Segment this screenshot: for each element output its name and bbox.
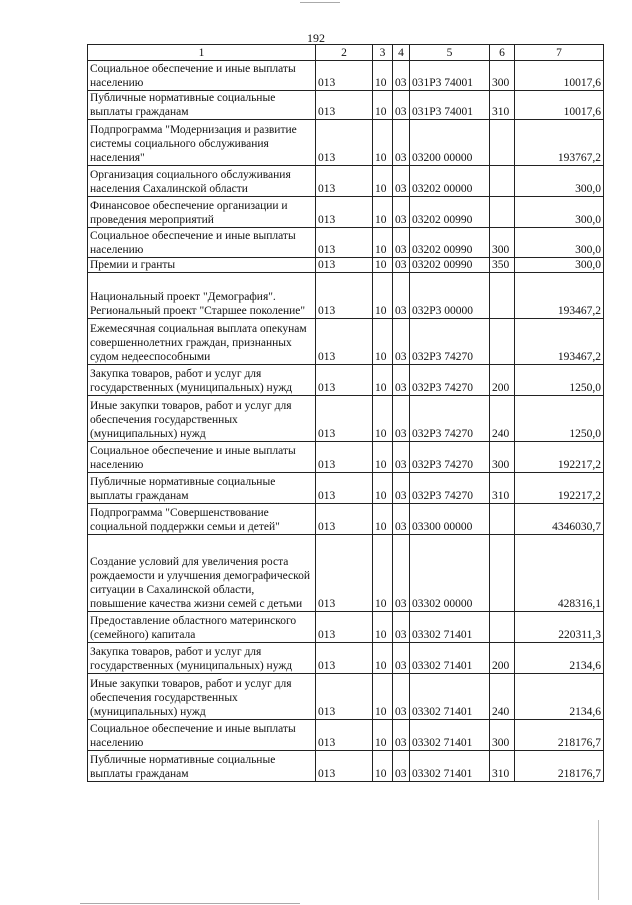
- row-grbs-cell: 013: [316, 612, 373, 643]
- row-grbs-cell: 013: [316, 535, 373, 612]
- row-target-article-cell: 03302 00000: [410, 535, 490, 612]
- row-target-article-cell: 032P3 74270: [410, 396, 490, 442]
- row-expense-type-cell: 310: [490, 473, 515, 504]
- row-expense-type-cell: 200: [490, 365, 515, 396]
- row-grbs-cell: 013: [316, 643, 373, 674]
- row-target-article-cell: 031P3 74001: [410, 91, 490, 120]
- row-amount-cell: 1250,0: [515, 365, 604, 396]
- row-name-cell: Публичные нормативные социальные выплаты гражданам: [88, 473, 316, 504]
- table-row: [88, 535, 604, 612]
- table-row: [88, 442, 604, 473]
- row-name-cell: Социальное обеспечение и иные выплаты населению: [88, 61, 316, 91]
- row-section-cell: 10: [373, 643, 393, 674]
- row-target-article-cell: 03302 71401: [410, 674, 490, 720]
- table-row: [88, 504, 604, 535]
- row-grbs-cell: 013: [316, 751, 373, 782]
- row-subsection-cell: 03: [393, 273, 410, 319]
- row-name-cell: Публичные нормативные социальные выплаты гражданам: [88, 91, 316, 120]
- table-row: [88, 228, 604, 258]
- row-section-cell: 10: [373, 273, 393, 319]
- row-grbs-cell: 013: [316, 120, 373, 166]
- row-expense-type-cell: [490, 504, 515, 535]
- row-subsection-cell: 03: [393, 535, 410, 612]
- row-section-cell: 10: [373, 228, 393, 258]
- row-name-cell: Закупка товаров, работ и услуг для государственных (муниципальных) нужд: [88, 643, 316, 674]
- scan-artifact-line: [300, 2, 340, 3]
- row-expense-type-cell: [490, 319, 515, 365]
- row-target-article-cell: 03302 71401: [410, 751, 490, 782]
- row-expense-type-cell: 240: [490, 396, 515, 442]
- row-name-cell: Социальное обеспечение и иные выплаты населению: [88, 228, 316, 258]
- table-row: [88, 365, 604, 396]
- table-row: [88, 120, 604, 166]
- row-target-article-cell: 03202 00990: [410, 197, 490, 228]
- row-amount-cell: 193767,2: [515, 120, 604, 166]
- row-amount-cell: 10017,6: [515, 61, 604, 91]
- row-name-cell: Национальный проект "Демография". Региональный проект "Старшее поколение": [88, 273, 316, 319]
- row-grbs-cell: 013: [316, 166, 373, 197]
- column-header: 1: [88, 45, 316, 61]
- row-target-article-cell: 032P3 74270: [410, 442, 490, 473]
- column-header: 6: [490, 45, 515, 61]
- row-grbs-cell: 013: [316, 273, 373, 319]
- row-name-cell: Закупка товаров, работ и услуг для государственных (муниципальных) нужд: [88, 365, 316, 396]
- row-name-cell: Организация социального обслуживания населения Сахалинской области: [88, 166, 316, 197]
- row-amount-cell: 2134,6: [515, 674, 604, 720]
- row-name-cell: Ежемесячная социальная выплата опекунам совершеннолетних граждан, признанных судом недееспособными: [88, 319, 316, 365]
- row-target-article-cell: 03202 00990: [410, 258, 490, 273]
- row-subsection-cell: 03: [393, 166, 410, 197]
- row-expense-type-cell: 300: [490, 442, 515, 473]
- row-subsection-cell: 03: [393, 643, 410, 674]
- row-amount-cell: 192217,2: [515, 442, 604, 473]
- row-section-cell: 10: [373, 674, 393, 720]
- table-row: [88, 473, 604, 504]
- row-section-cell: 10: [373, 365, 393, 396]
- row-expense-type-cell: [490, 197, 515, 228]
- row-target-article-cell: 032P3 74270: [410, 473, 490, 504]
- table-row: [88, 643, 604, 674]
- table-row: [88, 751, 604, 782]
- row-name-cell: Подпрограмма "Совершенствование социальной поддержки семьи и детей": [88, 504, 316, 535]
- row-section-cell: 10: [373, 91, 393, 120]
- row-section-cell: 10: [373, 720, 393, 751]
- row-amount-cell: 192217,2: [515, 473, 604, 504]
- column-header: 4: [393, 45, 410, 61]
- row-amount-cell: 193467,2: [515, 319, 604, 365]
- row-expense-type-cell: 350: [490, 258, 515, 273]
- row-expense-type-cell: [490, 612, 515, 643]
- row-grbs-cell: 013: [316, 197, 373, 228]
- column-header: 7: [515, 45, 604, 61]
- row-subsection-cell: 03: [393, 319, 410, 365]
- row-section-cell: 10: [373, 442, 393, 473]
- row-target-article-cell: 03300 00000: [410, 504, 490, 535]
- row-target-article-cell: 032P3 00000: [410, 273, 490, 319]
- row-section-cell: 10: [373, 535, 393, 612]
- row-grbs-cell: 013: [316, 61, 373, 91]
- row-grbs-cell: 013: [316, 365, 373, 396]
- row-subsection-cell: 03: [393, 442, 410, 473]
- row-grbs-cell: 013: [316, 228, 373, 258]
- table-row: [88, 258, 604, 273]
- row-section-cell: 10: [373, 197, 393, 228]
- row-target-article-cell: 03200 00000: [410, 120, 490, 166]
- table-row: [88, 674, 604, 720]
- row-section-cell: 10: [373, 61, 393, 91]
- row-section-cell: 10: [373, 473, 393, 504]
- table-row: [88, 319, 604, 365]
- row-expense-type-cell: 310: [490, 751, 515, 782]
- row-expense-type-cell: [490, 120, 515, 166]
- row-target-article-cell: 031P3 74001: [410, 61, 490, 91]
- page-number: 192: [307, 31, 325, 45]
- table-row: [88, 720, 604, 751]
- row-amount-cell: 220311,3: [515, 612, 604, 643]
- table-row: [88, 197, 604, 228]
- row-name-cell: Подпрограмма "Модернизация и развитие системы социального обслуживания населения": [88, 120, 316, 166]
- row-grbs-cell: 013: [316, 720, 373, 751]
- row-expense-type-cell: [490, 273, 515, 319]
- row-amount-cell: 218176,7: [515, 720, 604, 751]
- row-subsection-cell: 03: [393, 228, 410, 258]
- row-name-cell: Премии и гранты: [88, 258, 316, 273]
- row-amount-cell: 300,0: [515, 228, 604, 258]
- row-subsection-cell: 03: [393, 473, 410, 504]
- row-grbs-cell: 013: [316, 319, 373, 365]
- row-amount-cell: 1250,0: [515, 396, 604, 442]
- row-grbs-cell: 013: [316, 442, 373, 473]
- row-subsection-cell: 03: [393, 720, 410, 751]
- row-expense-type-cell: 240: [490, 674, 515, 720]
- row-expense-type-cell: 300: [490, 228, 515, 258]
- row-amount-cell: 300,0: [515, 258, 604, 273]
- row-grbs-cell: 013: [316, 396, 373, 442]
- row-section-cell: 10: [373, 396, 393, 442]
- row-amount-cell: 2134,6: [515, 643, 604, 674]
- row-target-article-cell: 03302 71401: [410, 643, 490, 674]
- row-grbs-cell: 013: [316, 473, 373, 504]
- row-subsection-cell: 03: [393, 396, 410, 442]
- row-amount-cell: 218176,7: [515, 751, 604, 782]
- row-target-article-cell: 03202 00000: [410, 166, 490, 197]
- row-subsection-cell: 03: [393, 91, 410, 120]
- table-row: [88, 166, 604, 197]
- row-expense-type-cell: [490, 166, 515, 197]
- column-header: 2: [316, 45, 373, 61]
- row-amount-cell: 300,0: [515, 197, 604, 228]
- row-name-cell: Социальное обеспечение и иные выплаты населению: [88, 720, 316, 751]
- table-row: [88, 612, 604, 643]
- row-section-cell: 10: [373, 166, 393, 197]
- row-amount-cell: 193467,2: [515, 273, 604, 319]
- row-target-article-cell: 032P3 74270: [410, 365, 490, 396]
- row-grbs-cell: 013: [316, 504, 373, 535]
- row-subsection-cell: 03: [393, 751, 410, 782]
- row-target-article-cell: 03202 00990: [410, 228, 490, 258]
- row-expense-type-cell: 300: [490, 720, 515, 751]
- row-target-article-cell: 03302 71401: [410, 720, 490, 751]
- row-subsection-cell: 03: [393, 258, 410, 273]
- row-grbs-cell: 013: [316, 91, 373, 120]
- row-name-cell: Публичные нормативные социальные выплаты гражданам: [88, 751, 316, 782]
- table-row: [88, 396, 604, 442]
- row-name-cell: Иные закупки товаров, работ и услуг для обеспечения государственных (муниципальных) нужд: [88, 674, 316, 720]
- row-amount-cell: 428316,1: [515, 535, 604, 612]
- row-section-cell: 10: [373, 120, 393, 166]
- row-target-article-cell: 03302 71401: [410, 612, 490, 643]
- row-amount-cell: 300,0: [515, 166, 604, 197]
- column-header: 3: [373, 45, 393, 61]
- column-header: 5: [410, 45, 490, 61]
- row-subsection-cell: 03: [393, 61, 410, 91]
- row-section-cell: 10: [373, 751, 393, 782]
- scan-artifact-line: [80, 903, 300, 904]
- row-subsection-cell: 03: [393, 197, 410, 228]
- row-amount-cell: 4346030,7: [515, 504, 604, 535]
- row-section-cell: 10: [373, 258, 393, 273]
- row-expense-type-cell: 200: [490, 643, 515, 674]
- row-name-cell: Иные закупки товаров, работ и услуг для обеспечения государственных (муниципальных) нужд: [88, 396, 316, 442]
- row-subsection-cell: 03: [393, 674, 410, 720]
- row-section-cell: 10: [373, 504, 393, 535]
- row-grbs-cell: 013: [316, 258, 373, 273]
- row-expense-type-cell: [490, 535, 515, 612]
- scan-artifact-line: [598, 820, 599, 900]
- budget-table: [87, 44, 604, 782]
- row-name-cell: Создание условий для увеличения роста рождаемости и улучшения демографической ситуации в Сахалинской области, повышение качества жизни семей с детьми: [88, 535, 316, 612]
- row-name-cell: Предоставление областного материнского (семейного) капитала: [88, 612, 316, 643]
- row-section-cell: 10: [373, 319, 393, 365]
- table-row: [88, 91, 604, 120]
- row-subsection-cell: 03: [393, 612, 410, 643]
- row-amount-cell: 10017,6: [515, 91, 604, 120]
- row-expense-type-cell: 310: [490, 91, 515, 120]
- row-section-cell: 10: [373, 612, 393, 643]
- row-subsection-cell: 03: [393, 120, 410, 166]
- table-row: [88, 273, 604, 319]
- column-number-row: [88, 45, 604, 61]
- row-grbs-cell: 013: [316, 674, 373, 720]
- row-subsection-cell: 03: [393, 365, 410, 396]
- row-target-article-cell: 032P3 74270: [410, 319, 490, 365]
- row-expense-type-cell: 300: [490, 61, 515, 91]
- table-row: [88, 61, 604, 91]
- row-subsection-cell: 03: [393, 504, 410, 535]
- row-name-cell: Финансовое обеспечение организации и проведения мероприятий: [88, 197, 316, 228]
- row-name-cell: Социальное обеспечение и иные выплаты населению: [88, 442, 316, 473]
